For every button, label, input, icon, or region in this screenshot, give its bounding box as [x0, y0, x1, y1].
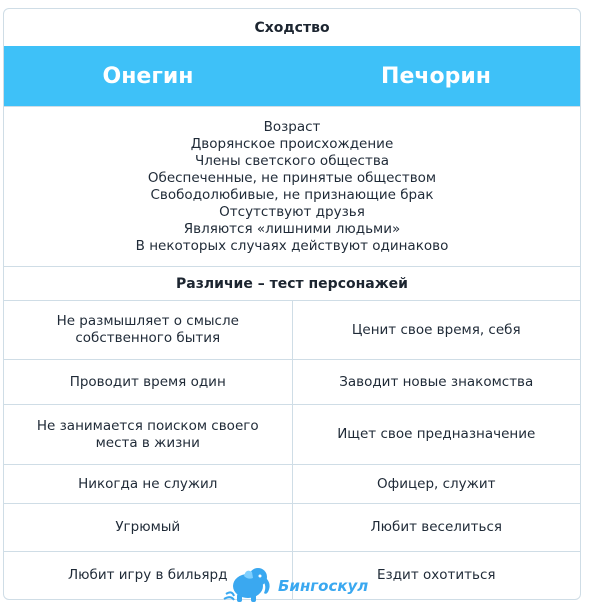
table-row [4, 359, 580, 404]
pechorin-trait: Любит веселиться [292, 504, 581, 551]
similarities-row [4, 106, 580, 266]
pechorin-trait: Офицер, служит [292, 465, 581, 503]
similarity-item: В некоторых случаях действуют одинаково [135, 237, 449, 254]
table-row [4, 300, 580, 359]
header-row [4, 46, 580, 106]
elephant-logo-icon [222, 564, 274, 608]
comparison-table [3, 8, 581, 600]
pechorin-trait: Заводит новые знакомства [292, 360, 581, 404]
similarity-item: Свободолюбивые, не признающие брак [150, 186, 434, 203]
table-row [4, 464, 580, 503]
onegin-trait: Угрюмый [115, 519, 181, 535]
pechorin-trait: Ищет свое предназначение [292, 405, 581, 464]
similarity-item: Обеспеченные, не принятые обществом [147, 169, 437, 186]
pechorin-trait: Ездит охотиться [292, 552, 581, 599]
onegin-trait: Не размышляет о смысле собственного бытия [56, 313, 239, 346]
similarity-item: Являются «лишними людьми» [183, 220, 401, 237]
table-row [4, 503, 580, 551]
similarity-item: Возраст [263, 118, 321, 135]
bingoskul-watermark [222, 566, 402, 606]
watermark-text: Бингоскул [278, 577, 369, 595]
table-row [4, 404, 580, 464]
onegin-trait: Проводит время один [69, 373, 226, 390]
pechorin-trait: Ценит свое время, себя [292, 301, 581, 359]
title-row [4, 9, 580, 46]
header-pechorin: Печорин [381, 63, 491, 89]
onegin-trait: Любит игру в бильярд [68, 567, 228, 583]
onegin-trait: Не занимается поиском своего места в жизни [36, 417, 259, 451]
similarity-item: Члены светского общества [194, 152, 390, 169]
similarity-title: Сходство [254, 19, 330, 36]
header-onegin: Онегин [102, 63, 194, 89]
similarity-item: Отсутствуют друзья [219, 203, 365, 220]
differences-title-row [4, 266, 580, 300]
similarity-item: Дворянское происхождение [190, 135, 394, 152]
similarities-list [4, 107, 580, 266]
onegin-trait: Никогда не служил [78, 475, 218, 492]
differences-title: Различие – тест персонажей [176, 275, 408, 292]
